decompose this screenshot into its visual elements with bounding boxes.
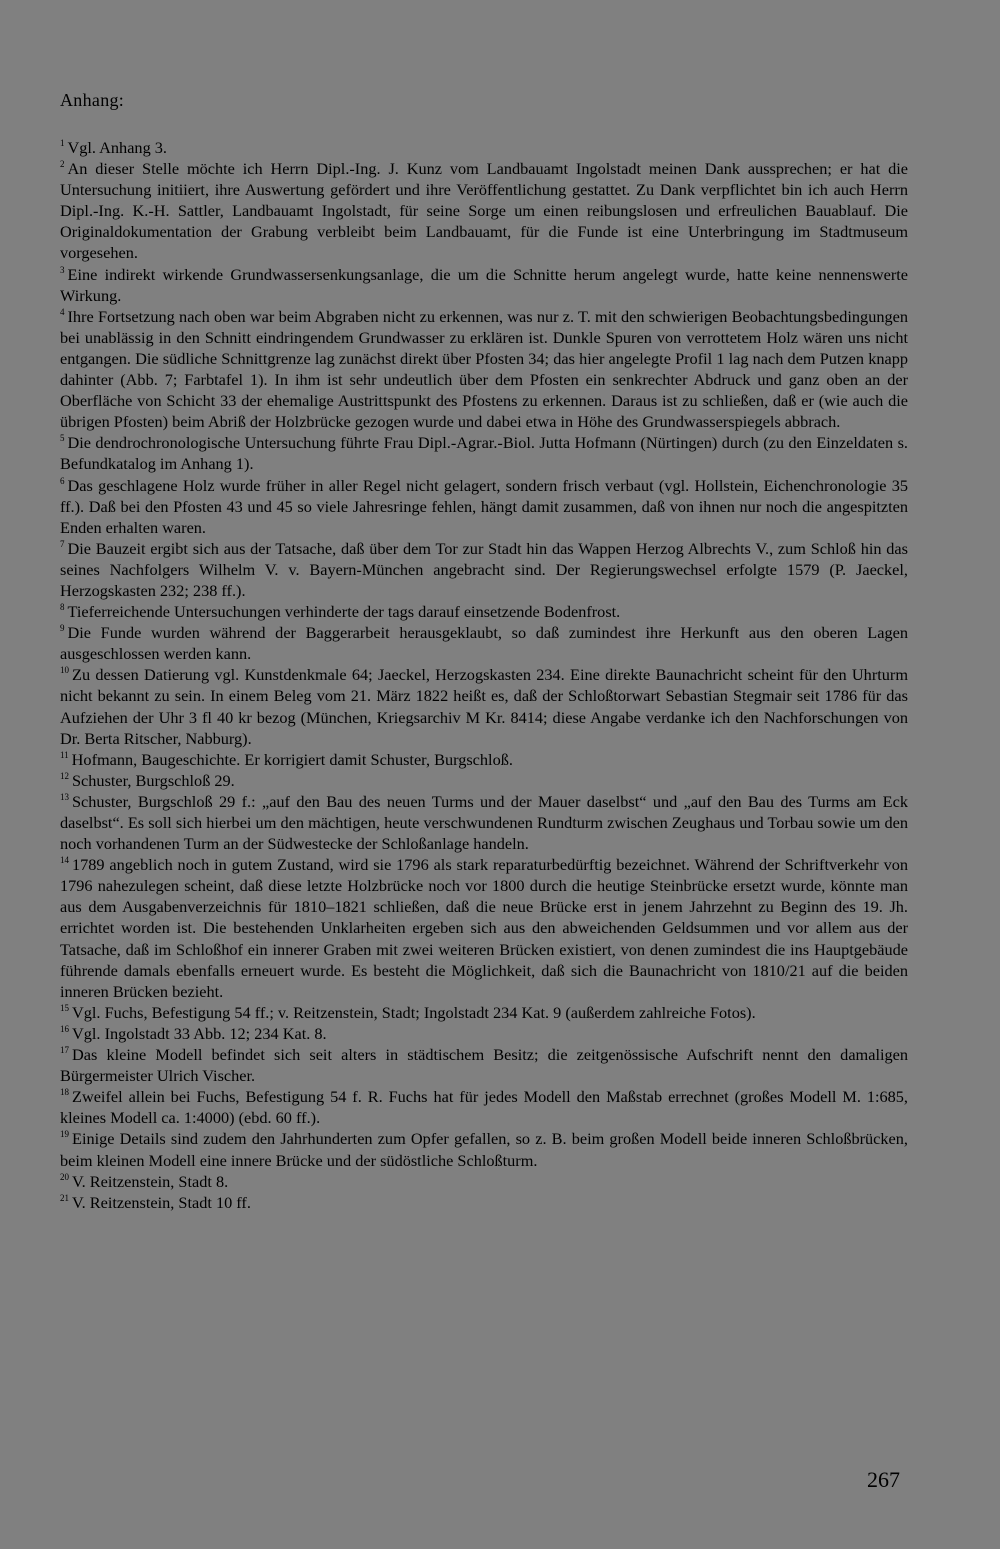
footnote-text: Tieferreichende Untersuchungen verhinderte der tags darauf einsetzende Bodenfrost. <box>67 602 621 622</box>
footnote <box>60 1002 908 1023</box>
footnote <box>60 475 908 538</box>
footnote-number: 17 <box>60 1045 69 1056</box>
footnote-text: V. Reitzenstein, Stadt 8. <box>72 1171 229 1191</box>
footnote <box>60 1086 908 1128</box>
footnote-number: 19 <box>60 1129 69 1140</box>
footnote-number: 12 <box>60 770 69 781</box>
footnote-text: Zu dessen Datierung vgl. Kunstdenkmale 64; Jaeckel, Herzogskasten 234. Eine direkte Baunachricht scheint für den Uhrturm nicht bekannt zu sein. In einem Beleg vom 21. März 1822 heißt es, daß der Schloßtorwart Sebastian Stegmair seit 1786 für das Aufziehen der Uhr 3 fl 40 kr bezog (München, Kriegsarchiv M Kr. 8414; diese Angabe verdanke ich den Nachforschungen von Dr. Berta Ritscher, Nabburg). <box>60 665 908 748</box>
footnote-text: Die Bauzeit ergibt sich aus der Tatsache, daß über dem Tor zur Stadt hin das Wappen Herzog Albrechts V., zum Schloß hin das seines Nachfolgers Wilhelm V. v. Bayern-München angebracht sind. Der Regierungswechsel erfolgte 1579 (P. Jaeckel, Herzogskasten 232; 238 ff.). <box>60 538 908 600</box>
footnote-text: Das geschlagene Holz wurde früher in aller Regel nicht gelagert, sondern frisch verbaut (vgl. Hollstein, Eichenchronologie 35 ff.). Daß bei den Pfosten 43 und 45 so viele Jahresringe fehlen, hängt damit zusammen, daß von ihnen nur noch die angespitzten Enden erhalten waren. <box>60 475 908 537</box>
footnote-number: 10 <box>60 665 69 676</box>
footnote <box>60 622 908 664</box>
footnote-text: Die dendrochronologische Untersuchung führte Frau Dipl.-Agrar.-Biol. Jutta Hofmann (Nürtingen) durch (zu den Einzeldaten s. Befundkatalog im Anhang 1). <box>60 433 908 474</box>
footnote <box>60 538 908 601</box>
footnote <box>60 1023 908 1044</box>
footnote-text: Das kleine Modell befindet sich seit alters in städtischem Besitz; die zeitgenössische Aufschrift nennt den damaligen Bürgermeister Ulrich Vischer. <box>60 1045 908 1086</box>
footnote-text: Eine indirekt wirkende Grundwassersenkungsanlage, die um die Schnitte herum angelegt wurde, hatte keine nennenswerte Wirkung. <box>60 264 908 305</box>
footnote-number: 5 <box>60 433 65 444</box>
footnote-text: An dieser Stelle möchte ich Herrn Dipl.-Ing. J. Kunz vom Landbauamt Ingolstadt meinen Dank aussprechen; er hat die Untersuchung initiiert, ihre Auswertung gefördert und ihre Veröffentlichung gestattet. Zu Dank verpflichtet bin ich auch Herrn Dipl.-Ing. K.-H. Sattler, Landbauamt Ingolstadt, für seine Sorge um einen reibungslosen und erfreulichen Bauablauf. Die Originaldokumentation der Grabung verbleibt beim Landbauamt, für die Funde ist eine Unterbringung im Stadtmuseum vorgesehen. <box>60 159 908 263</box>
footnote-number: 8 <box>60 602 65 613</box>
footnote <box>60 137 908 158</box>
footnote-number: 4 <box>60 306 65 317</box>
footnote-text: V. Reitzenstein, Stadt 10 ff. <box>72 1192 251 1212</box>
footnote <box>60 1171 908 1192</box>
footnote-text: 1789 angeblich noch in gutem Zustand, wird sie 1796 als stark reparaturbedürftig bezeichnet. Während der Schriftverkehr von 1796 nahezulegen scheint, daß diese letzte Holzbrücke noch vor 1800 durch die heutige Steinbrücke ersetzt wurde, könnte man aus dem Ausgabenverzeichnis für 1810–1821 schließen, daß die neue Brücke erst in jenem Jahrzehnt zu Beginn des 19. Jh. errichtet worden ist. Die bestehenden Unklarheiten ergeben sich aus den abweichenden Geldsummen und vor allem aus der Tatsache, daß im Schloßhof ein innerer Graben mit zwei weiteren Brücken existiert, von denen zumindest die ins Hauptgebäude führende damals ebenfalls erneuert wurde. Es besteht die Möglichkeit, daß sich die Baunachricht von 1810/21 auf die beiden inneren Brücken bezieht. <box>60 855 908 1001</box>
footnote <box>60 749 908 770</box>
footnote-number: 2 <box>60 159 65 170</box>
footnote-text: Die Funde wurden während der Baggerarbeit herausgeklaubt, so daß zumindest ihre Herkunft aus den oberen Lagen ausgeschlossen werden kann. <box>60 623 908 664</box>
footnote-text: Zweifel allein bei Fuchs, Befestigung 54 f. R. Fuchs hat für jedes Modell den Maßstab errechnet (großes Modell M. 1:685, kleines Modell ca. 1:4000) (ebd. 60 ff.). <box>60 1087 908 1128</box>
footnote <box>60 1192 908 1213</box>
footnote-number: 11 <box>60 749 69 760</box>
footnote-number: 1 <box>60 138 65 148</box>
footnote <box>60 854 908 1002</box>
footnote <box>60 264 908 306</box>
footnote-number: 3 <box>60 264 65 275</box>
footnote-number: 13 <box>60 791 69 802</box>
page-content <box>60 90 908 1213</box>
footnote <box>60 306 908 433</box>
page-heading: Anhang: <box>60 90 125 110</box>
page-number: 267 <box>867 1467 900 1492</box>
footnote-text: Einige Details sind zudem den Jahrhunderten zum Opfer gefallen, so z. B. beim großen Modell beide inneren Schloßbrücken, beim kleinen Modell eine innere Brücke und der südöstliche Schloßturm. <box>60 1129 908 1170</box>
footnote <box>60 791 908 854</box>
footnote <box>60 1044 908 1086</box>
footnote-number: 6 <box>60 475 65 486</box>
footnote-number: 14 <box>60 855 69 866</box>
footnote-text: Vgl. Fuchs, Befestigung 54 ff.; v. Reitzenstein, Stadt; Ingolstadt 234 Kat. 9 (außerdem zahlreiche Fotos). <box>72 1002 756 1022</box>
footnote-text: Hofmann, Baugeschichte. Er korrigiert damit Schuster, Burgschloß. <box>71 749 513 769</box>
footnote-text: Vgl. Ingolstadt 33 Abb. 12; 234 Kat. 8. <box>72 1023 327 1043</box>
footnote-number: 15 <box>60 1002 69 1013</box>
footnote-text: Schuster, Burgschloß 29 f.: „auf den Bau des neuen Turms und der Mauer daselbst“ und „auf den Bau des Turms am Eck daselbst“. Es soll sich hierbei um den mächtigen, heute verschwundenen Rundturm zwischen Zeughaus und Torbau sowie um den noch vorhandenen Turm an der Südwestecke der Schloßanlage handeln. <box>60 791 908 854</box>
footnote <box>60 770 908 791</box>
footnote <box>60 1128 908 1170</box>
footnote-number: 21 <box>60 1192 69 1203</box>
footnote <box>60 601 908 622</box>
footnote <box>60 158 908 263</box>
footnote-number: 20 <box>60 1171 69 1182</box>
footnote-number: 16 <box>60 1023 69 1034</box>
footnote <box>60 432 908 474</box>
footnote-text: Vgl. Anhang 3. <box>67 138 167 157</box>
footnote-text: Schuster, Burgschloß 29. <box>72 770 235 790</box>
footnote-number: 9 <box>60 623 65 634</box>
footnote-number: 18 <box>60 1087 69 1098</box>
footnote-number: 7 <box>60 538 65 549</box>
footnote-list <box>60 137 908 1213</box>
footnote-text: Ihre Fortsetzung nach oben war beim Abgraben nicht zu erkennen, was nur z. T. mit den schwierigen Beobachtungsbedingungen bei unablässig in den Schnitt eindringendem Grundwasser zu erklären ist. Dunkle Spuren von verrottetem Holz wären uns nicht entgangen. Die südliche Schnittgrenze lag zunächst direkt über Pfosten 34; das hier angelegte Profil 1 lag nach dem Putzen knapp dahinter (Abb. 7; Farbtafel 1). In ihm ist sehr undeutlich über dem Pfosten ein senkrechter Abdruck und ganz oben an der Oberfläche von Schicht 33 der ehemalige Austrittspunkt des Pfostens zu erkennen. Daraus ist zu schließen, daß er (wie auch die übrigen Pfosten) beim Abriß der Holzbrücke gezogen wurde und dabei etwa in Höhe des Grundwasserspiegels abbrach. <box>60 306 908 432</box>
footnote <box>60 664 908 748</box>
